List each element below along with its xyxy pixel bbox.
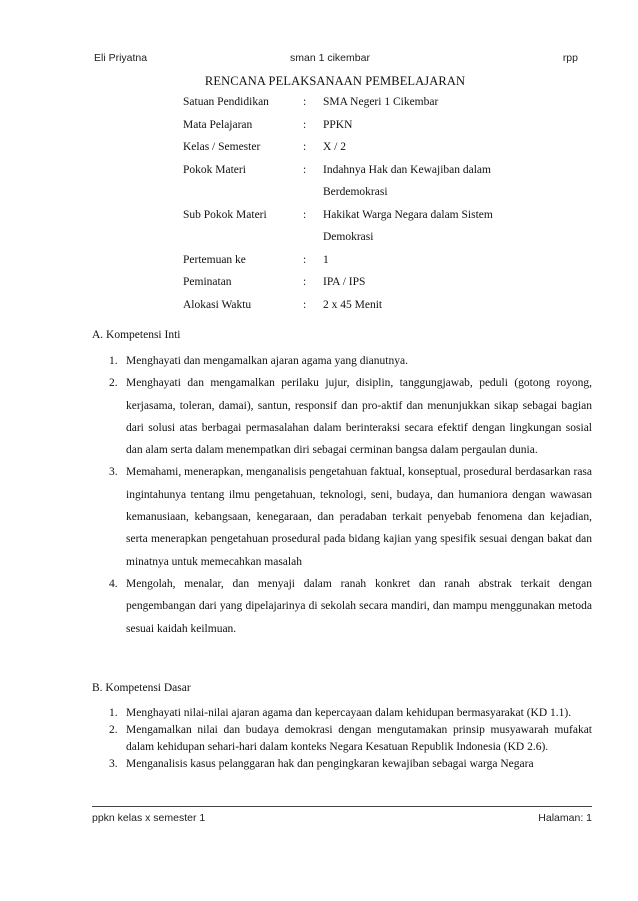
list-item <box>92 350 592 372</box>
identity-row <box>183 159 543 204</box>
list-item-text: Menghayati dan mengamalkan perilaku jujur, disiplin, tanggungjawab, peduli (gotong royong, kerjasama, toleran, damai), santun, responsif dan pro-aktif dan menunjukkan sikap sebagai bagian dari solusi atas berbagai permasalahan dalam berinteraksi secara efektif dengan lingkungan sosial dan alam serta dalam menempatkan diri sebagai cerminan bangsa dalam pergaulan dunia. <box>126 377 592 457</box>
list-item <box>92 722 592 756</box>
identity-colon: : <box>303 208 307 221</box>
identity-colon: : <box>303 298 307 311</box>
list-item <box>92 461 592 572</box>
list-item-text: Mengamalkan nilai dan budaya demokrasi dengan mengutamakan prinsip musyawarah mufakat dalam kehidupan sehari-hari dalam konteks Negara Kesatuan Republik Indonesia (KD 2.6). <box>126 724 592 753</box>
list-item-number: 1. <box>109 707 118 719</box>
list-item-number: 3. <box>109 758 118 770</box>
list-item-number: 1. <box>109 355 118 367</box>
identity-row <box>183 249 543 272</box>
identity-colon: : <box>303 163 307 176</box>
identity-value: PPKN <box>323 118 353 131</box>
list-item <box>92 573 592 640</box>
list-item-text: Menghayati dan mengamalkan ajaran agama yang dianutnya. <box>126 355 408 367</box>
list-item-text: Memahami, menerapkan, menganalisis pengetahuan faktual, konseptual, prosedural berdasarkan rasa ingintahunya tentang ilmu pengetahuan, teknologi, seni, budaya, dan humaniora dengan wawasan kemanusiaan, kebangsaan, kenegaraan, dan peradaban terkait penyebab fenomena dan kejadian, serta menerapkan pengetahuan prosedural pada bidang kajian yang spesifik sesuai dengan bakat dan minatnya untuk memecahkan masalah <box>126 466 592 568</box>
identity-value: Indahnya Hak dan Kewajiban dalam Berdemokrasi <box>323 163 491 198</box>
identity-label: Sub Pokok Materi <box>183 208 267 221</box>
kompetensi-inti-heading: A. Kompetensi Inti <box>92 329 181 341</box>
identity-label: Alokasi Waktu <box>183 298 252 311</box>
list-item <box>92 372 592 461</box>
identity-row <box>183 204 543 249</box>
identity-label: Satuan Pendidikan <box>183 96 269 108</box>
identity-colon: : <box>303 118 307 131</box>
identity-value: 1 <box>323 253 329 266</box>
identity-label: Pokok Materi <box>183 163 246 176</box>
identity-label: Mata Pelajaran <box>183 118 253 131</box>
list-item <box>92 756 592 773</box>
identity-value: X / 2 <box>323 141 346 153</box>
header-author: Eli Priyatna <box>94 52 148 64</box>
kompetensi-dasar-section <box>92 679 592 773</box>
list-item-number: 2. <box>109 377 118 390</box>
list-item-text: Mengolah, menalar, dan menyaji dalam ranah konkret dan ranah abstrak terkait dengan pengembangan dari yang dipelajarinya di sekolah secara mandiri, dan mampu menggunakan metoda sesuai kaidah keilmuan. <box>126 577 592 635</box>
header-school: sman 1 cikembar <box>290 52 370 64</box>
identity-row <box>183 114 543 137</box>
list-item-text: Menganalisis kasus pelanggaran hak dan pengingkaran kewajiban sebagai warga Negara <box>126 758 534 770</box>
footer-course-label: ppkn kelas x semester 1 <box>92 812 206 824</box>
identity-colon: : <box>303 253 307 266</box>
identity-row <box>183 271 543 294</box>
list-item-text: Menghayati nilai-nilai ajaran agama dan kepercayaan dalam kehidupan bermasyarakat (KD 1.1). <box>126 707 572 719</box>
list-item <box>92 705 592 722</box>
identity-label: Pertemuan ke <box>183 253 246 266</box>
identity-colon: : <box>303 276 307 288</box>
identity-colon: : <box>303 96 307 108</box>
list-item-number: 3. <box>109 466 118 479</box>
kompetensi-inti-section <box>92 326 592 640</box>
identity-label: Peminatan <box>183 276 232 288</box>
identity-row <box>183 91 543 114</box>
identity-value: IPA / IPS <box>323 276 366 288</box>
identity-value: Hakikat Warga Negara dalam Sistem Demokrasi <box>323 208 493 243</box>
identity-row <box>183 136 543 159</box>
list-item-number: 4. <box>109 577 118 590</box>
kompetensi-inti-list <box>92 350 592 640</box>
identity-colon: : <box>303 141 307 153</box>
kompetensi-dasar-list <box>92 705 592 773</box>
identity-value: 2 x 45 Menit <box>323 298 383 311</box>
identity-label: Kelas / Semester <box>183 141 261 153</box>
page-title: RENCANA PELAKSANAAN PEMBELAJARAN <box>204 74 466 88</box>
kompetensi-dasar-heading: B. Kompetensi Dasar <box>92 682 191 694</box>
identity-table <box>183 91 543 316</box>
identity-row <box>183 294 543 317</box>
identity-value: SMA Negeri 1 Cikembar <box>323 96 439 108</box>
footer-divider <box>92 806 592 807</box>
list-item-number: 2. <box>109 724 118 736</box>
header-doc-type: rpp <box>562 52 578 64</box>
footer-page-number: Halaman: 1 <box>538 812 592 824</box>
